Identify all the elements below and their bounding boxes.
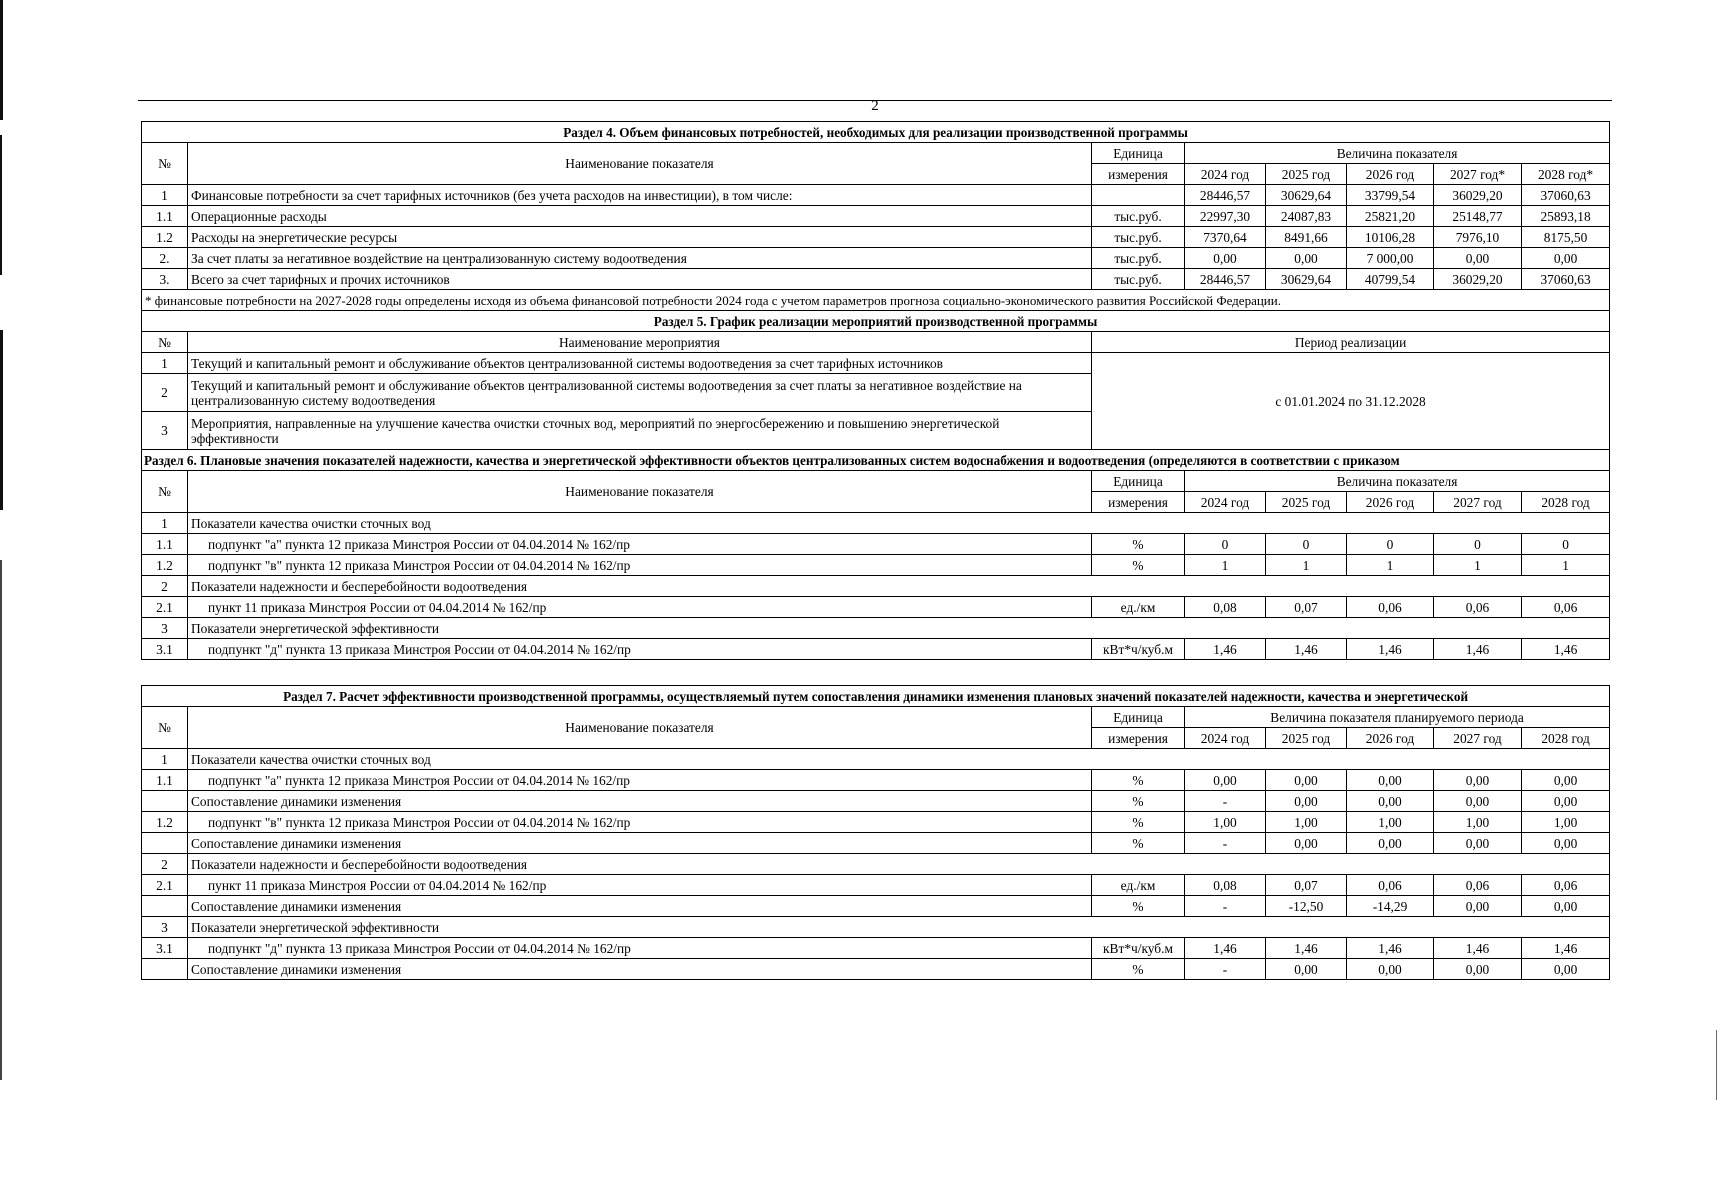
value-cell: 40799,54 (1347, 269, 1434, 290)
value-cell: 1,46 (1185, 938, 1266, 959)
value-cell: -12,50 (1266, 896, 1347, 917)
column-header-name: Наименование показателя (188, 707, 1092, 749)
indicator-name: подпункт "а" пункта 12 приказа Минстроя России от 04.04.2014 № 162/пр (188, 534, 1092, 555)
unit-cell: % (1092, 555, 1185, 576)
column-header-unit-line1: Единица (1092, 143, 1185, 164)
table-row (142, 770, 1610, 791)
table-row (142, 185, 1610, 206)
value-cell: 0,00 (1522, 248, 1610, 269)
value-cell: 0,00 (1266, 248, 1347, 269)
unit-cell: % (1092, 896, 1185, 917)
value-cell: 24087,83 (1266, 206, 1347, 227)
table-row-group (142, 854, 1610, 875)
value-cell: 1,46 (1522, 938, 1610, 959)
scan-edge-mark (1716, 1030, 1717, 1100)
table-row (142, 639, 1610, 660)
scan-edge-mark (0, 0, 3, 120)
value-cell: 0,00 (1434, 791, 1522, 812)
scan-edge-mark (0, 560, 2, 1080)
value-cell: 1,46 (1185, 639, 1266, 660)
value-cell: 0,06 (1522, 597, 1610, 618)
indicator-name: Финансовые потребности за счет тарифных источников (без учета расходов на инвестиции), в том числе: (188, 185, 1092, 206)
value-cell: 0,00 (1266, 959, 1347, 980)
row-number: 1.2 (142, 227, 188, 248)
year-header-5: 2028 год (1522, 492, 1610, 513)
column-header-unit-line2: измерения (1092, 492, 1185, 513)
column-header-no: № (142, 143, 188, 185)
indicator-name: пункт 11 приказа Минстроя России от 04.04.2014 № 162/пр (188, 597, 1092, 618)
value-cell: 0 (1347, 534, 1434, 555)
indicator-name: Сопоставление динамики изменения (188, 833, 1092, 854)
year-header-1: 2024 год (1185, 492, 1266, 513)
row-number: 2. (142, 248, 188, 269)
column-header-unit-line1: Единица (1092, 707, 1185, 728)
indicator-name: Расходы на энергетические ресурсы (188, 227, 1092, 248)
implementation-period: с 01.01.2024 по 31.12.2028 (1092, 353, 1610, 450)
value-cell: 8491,66 (1266, 227, 1347, 248)
group-name: Показатели надежности и бесперебойности водоотведения (188, 854, 1610, 875)
table-row (142, 791, 1610, 812)
unit-cell: ед./км (1092, 875, 1185, 896)
column-header-name: Наименование показателя (188, 471, 1092, 513)
footnote-row (142, 290, 1610, 311)
section-4-title: Раздел 4. Объем финансовых потребностей, необходимых для реализации производственной программы (142, 122, 1610, 143)
value-cell: 1,46 (1347, 639, 1434, 660)
row-number: 3 (142, 917, 188, 938)
table-row (142, 248, 1610, 269)
value-cell: 1,46 (1522, 639, 1610, 660)
indicator-name: Сопоставление динамики изменения (188, 959, 1092, 980)
value-cell: 0,00 (1347, 791, 1434, 812)
value-cell: 0,00 (1522, 959, 1610, 980)
row-number: 2 (142, 576, 188, 597)
header-row (142, 332, 1610, 353)
row-number (142, 791, 188, 812)
table-row (142, 353, 1610, 374)
year-header-2: 2025 год (1266, 492, 1347, 513)
table-row (142, 206, 1610, 227)
value-cell: 8175,50 (1522, 227, 1610, 248)
scan-edge-mark (0, 135, 2, 275)
group-name: Показатели качества очистки сточных вод (188, 749, 1610, 770)
tables-sections-4-6 (141, 121, 1610, 660)
year-header-4: 2027 год* (1434, 164, 1522, 185)
table-row (142, 555, 1610, 576)
value-cell: 0,00 (1434, 833, 1522, 854)
indicator-name: Сопоставление динамики изменения (188, 791, 1092, 812)
value-cell: 0 (1522, 534, 1610, 555)
table-row (142, 812, 1610, 833)
column-header-name: Наименование показателя (188, 143, 1092, 185)
column-header-value: Величина показателя (1185, 471, 1610, 492)
indicator-name: подпункт "д" пункта 13 приказа Минстроя России от 04.04.2014 № 162/пр (188, 639, 1092, 660)
year-header-3: 2026 год (1347, 164, 1434, 185)
row-number: 3 (142, 618, 188, 639)
value-cell: 0,06 (1347, 875, 1434, 896)
indicator-name: подпункт "в" пункта 12 приказа Минстроя России от 04.04.2014 № 162/пр (188, 812, 1092, 833)
row-number: 1 (142, 353, 188, 374)
indicator-name: Всего за счет тарифных и прочих источников (188, 269, 1092, 290)
table-row (142, 938, 1610, 959)
unit-cell: кВт*ч/куб.м (1092, 639, 1185, 660)
tables-body (142, 122, 1610, 660)
value-cell: 0,00 (1522, 770, 1610, 791)
value-cell: 7 000,00 (1347, 248, 1434, 269)
value-cell: 7370,64 (1185, 227, 1266, 248)
year-header-4: 2027 год (1434, 728, 1522, 749)
row-number (142, 959, 188, 980)
value-cell: 0,07 (1266, 597, 1347, 618)
value-cell: 0,00 (1522, 833, 1610, 854)
row-number: 3 (142, 412, 188, 450)
value-cell: 7976,10 (1434, 227, 1522, 248)
table-row-group (142, 917, 1610, 938)
page-number: 2 (871, 98, 879, 114)
value-cell: 36029,20 (1434, 269, 1522, 290)
unit-cell: тыс.руб. (1092, 206, 1185, 227)
value-cell: 22997,30 (1185, 206, 1266, 227)
table-row (142, 833, 1610, 854)
value-cell: 0,06 (1434, 597, 1522, 618)
value-cell: 0,00 (1185, 248, 1266, 269)
value-cell: 0,00 (1185, 770, 1266, 791)
row-number: 1 (142, 513, 188, 534)
table-row (142, 959, 1610, 980)
row-number: 1.1 (142, 770, 188, 791)
table-section-7 (141, 685, 1610, 980)
value-cell: 0,00 (1347, 833, 1434, 854)
value-cell: 1 (1522, 555, 1610, 576)
value-cell: 0,00 (1266, 770, 1347, 791)
value-cell: 1,00 (1185, 812, 1266, 833)
activity-name: Текущий и капитальный ремонт и обслуживание объектов централизованной системы водоотведения за счет платы за негативное воздействие на централизованную систему водоотведения (188, 374, 1092, 412)
group-name: Показатели надежности и бесперебойности водоотведения (188, 576, 1610, 597)
column-header-unit-line1: Единица (1092, 471, 1185, 492)
unit-cell: кВт*ч/куб.м (1092, 938, 1185, 959)
row-number: 1 (142, 185, 188, 206)
section-title-row (142, 311, 1610, 332)
unit-cell: % (1092, 812, 1185, 833)
unit-cell: % (1092, 770, 1185, 791)
section-7-title: Раздел 7. Расчет эффективности производственной программы, осуществляемый путем сопоставления динамики изменения плановых значений показателей надежности, качества и энергетической (142, 686, 1610, 707)
value-cell: 25148,77 (1434, 206, 1522, 227)
value-cell: 0,00 (1347, 959, 1434, 980)
value-cell: 37060,63 (1522, 185, 1610, 206)
value-cell: 0,06 (1434, 875, 1522, 896)
unit-cell: тыс.руб. (1092, 227, 1185, 248)
value-cell: 0,00 (1266, 791, 1347, 812)
table-row (142, 269, 1610, 290)
row-number (142, 896, 188, 917)
section-title-row (142, 450, 1610, 471)
value-cell: 0,00 (1522, 791, 1610, 812)
value-cell: 28446,57 (1185, 269, 1266, 290)
header-row (142, 471, 1610, 492)
column-header-period: Период реализации (1092, 332, 1610, 353)
value-cell: 1 (1185, 555, 1266, 576)
value-cell: 0 (1185, 534, 1266, 555)
value-cell: 0,00 (1434, 248, 1522, 269)
indicator-name: Операционные расходы (188, 206, 1092, 227)
value-cell: 0,00 (1347, 770, 1434, 791)
value-cell: 1,00 (1347, 812, 1434, 833)
group-name: Показатели качества очистки сточных вод (188, 513, 1610, 534)
value-cell: 30629,64 (1266, 269, 1347, 290)
unit-cell: тыс.руб. (1092, 248, 1185, 269)
value-cell: 25893,18 (1522, 206, 1610, 227)
row-number: 2 (142, 854, 188, 875)
value-cell: 0,00 (1266, 833, 1347, 854)
value-cell: 0,00 (1434, 896, 1522, 917)
value-cell: 0,00 (1434, 959, 1522, 980)
row-number: 3. (142, 269, 188, 290)
row-number: 1 (142, 749, 188, 770)
row-number: 2 (142, 374, 188, 412)
value-cell: 0 (1266, 534, 1347, 555)
table-row (142, 227, 1610, 248)
value-cell: 0,07 (1266, 875, 1347, 896)
value-cell: 1,46 (1266, 938, 1347, 959)
table-row (142, 534, 1610, 555)
indicator-name: Сопоставление динамики изменения (188, 896, 1092, 917)
value-cell: -14,29 (1347, 896, 1434, 917)
year-header-3: 2026 год (1347, 728, 1434, 749)
section-title-row (142, 122, 1610, 143)
activity-name: Мероприятия, направленные на улучшение качества очистки сточных вод, мероприятий по энергосбережению и повышению энергетической эффективности (188, 412, 1092, 450)
year-header-1: 2024 год (1185, 164, 1266, 185)
column-header-activity: Наименование мероприятия (188, 332, 1092, 353)
value-cell: - (1185, 959, 1266, 980)
year-header-2: 2025 год (1266, 164, 1347, 185)
value-cell: 1 (1347, 555, 1434, 576)
row-number: 2.1 (142, 597, 188, 618)
value-cell: 1,46 (1434, 938, 1522, 959)
group-name: Показатели энергетической эффективности (188, 618, 1610, 639)
value-cell: - (1185, 833, 1266, 854)
column-header-no: № (142, 471, 188, 513)
value-cell: 33799,54 (1347, 185, 1434, 206)
table-row-group (142, 618, 1610, 639)
year-header-5: 2028 год (1522, 728, 1610, 749)
table-row (142, 896, 1610, 917)
indicator-name: подпункт "в" пункта 12 приказа Минстроя России от 04.04.2014 № 162/пр (188, 555, 1092, 576)
table-row-group (142, 749, 1610, 770)
row-number: 1.1 (142, 534, 188, 555)
value-cell: 0,06 (1347, 597, 1434, 618)
unit-cell: % (1092, 959, 1185, 980)
value-cell: 0,06 (1522, 875, 1610, 896)
row-number: 1.2 (142, 812, 188, 833)
year-header-2: 2025 год (1266, 728, 1347, 749)
value-cell: 36029,20 (1434, 185, 1522, 206)
column-header-unit-line2: измерения (1092, 728, 1185, 749)
year-header-3: 2026 год (1347, 492, 1434, 513)
value-cell: 1,00 (1434, 812, 1522, 833)
indicator-name: подпункт "а" пункта 12 приказа Минстроя России от 04.04.2014 № 162/пр (188, 770, 1092, 791)
value-cell: 0,00 (1434, 770, 1522, 791)
value-cell: 0 (1434, 534, 1522, 555)
year-header-5: 2028 год* (1522, 164, 1610, 185)
section-5-title: Раздел 5. График реализации мероприятий производственной программы (142, 311, 1610, 332)
unit-cell: ед./км (1092, 597, 1185, 618)
value-cell: 30629,64 (1266, 185, 1347, 206)
value-cell: 0,00 (1522, 896, 1610, 917)
table-row (142, 875, 1610, 896)
table-section-7-body (142, 686, 1610, 980)
value-cell: 1,00 (1522, 812, 1610, 833)
column-header-no: № (142, 332, 188, 353)
indicator-name: За счет платы за негативное воздействие на централизованную систему водоотведения (188, 248, 1092, 269)
value-cell: 1,46 (1434, 639, 1522, 660)
table-row-group (142, 576, 1610, 597)
section-6-title: Раздел 6. Плановые значения показателей надежности, качества и энергетической эффективности объектов централизованных систем водоснабжения и водоотведения (определяются в соответствии с приказом (142, 450, 1610, 471)
indicator-name: подпункт "д" пункта 13 приказа Минстроя России от 04.04.2014 № 162/пр (188, 938, 1092, 959)
activity-name: Текущий и капитальный ремонт и обслуживание объектов централизованной системы водоотведения за счет тарифных источников (188, 353, 1092, 374)
value-cell: 1,46 (1266, 639, 1347, 660)
scan-edge-mark (0, 330, 3, 510)
section-title-row (142, 686, 1610, 707)
unit-cell: % (1092, 534, 1185, 555)
footnote: * финансовые потребности на 2027-2028 годы определены исходя из объема финансовой потребности 2024 года с учетом параметров прогноза социально-экономического развития Российской Федерации. (142, 290, 1610, 311)
value-cell: 0,08 (1185, 597, 1266, 618)
year-header-1: 2024 год (1185, 728, 1266, 749)
value-cell: 28446,57 (1185, 185, 1266, 206)
header-row (142, 707, 1610, 728)
value-cell: 1 (1266, 555, 1347, 576)
unit-cell (1092, 185, 1185, 206)
table-row-group (142, 513, 1610, 534)
column-header-no: № (142, 707, 188, 749)
row-number (142, 833, 188, 854)
value-cell: - (1185, 896, 1266, 917)
value-cell: 1,46 (1347, 938, 1434, 959)
value-cell: 37060,63 (1522, 269, 1610, 290)
indicator-name: пункт 11 приказа Минстроя России от 04.04.2014 № 162/пр (188, 875, 1092, 896)
value-cell: 25821,20 (1347, 206, 1434, 227)
unit-cell: % (1092, 791, 1185, 812)
value-cell: - (1185, 791, 1266, 812)
value-cell: 1 (1434, 555, 1522, 576)
row-number: 1.2 (142, 555, 188, 576)
row-number: 3.1 (142, 639, 188, 660)
unit-cell: тыс.руб. (1092, 269, 1185, 290)
row-number: 1.1 (142, 206, 188, 227)
header-row (142, 143, 1610, 164)
value-cell: 1,00 (1266, 812, 1347, 833)
column-header-unit-line2: измерения (1092, 164, 1185, 185)
value-cell: 10106,28 (1347, 227, 1434, 248)
table-row (142, 597, 1610, 618)
row-number: 2.1 (142, 875, 188, 896)
column-header-value: Величина показателя (1185, 143, 1610, 164)
unit-cell: % (1092, 833, 1185, 854)
top-rule (138, 100, 1612, 101)
group-name: Показатели энергетической эффективности (188, 917, 1610, 938)
year-header-4: 2027 год (1434, 492, 1522, 513)
value-cell: 0,08 (1185, 875, 1266, 896)
column-header-value: Величина показателя планируемого периода (1185, 707, 1610, 728)
row-number: 3.1 (142, 938, 188, 959)
